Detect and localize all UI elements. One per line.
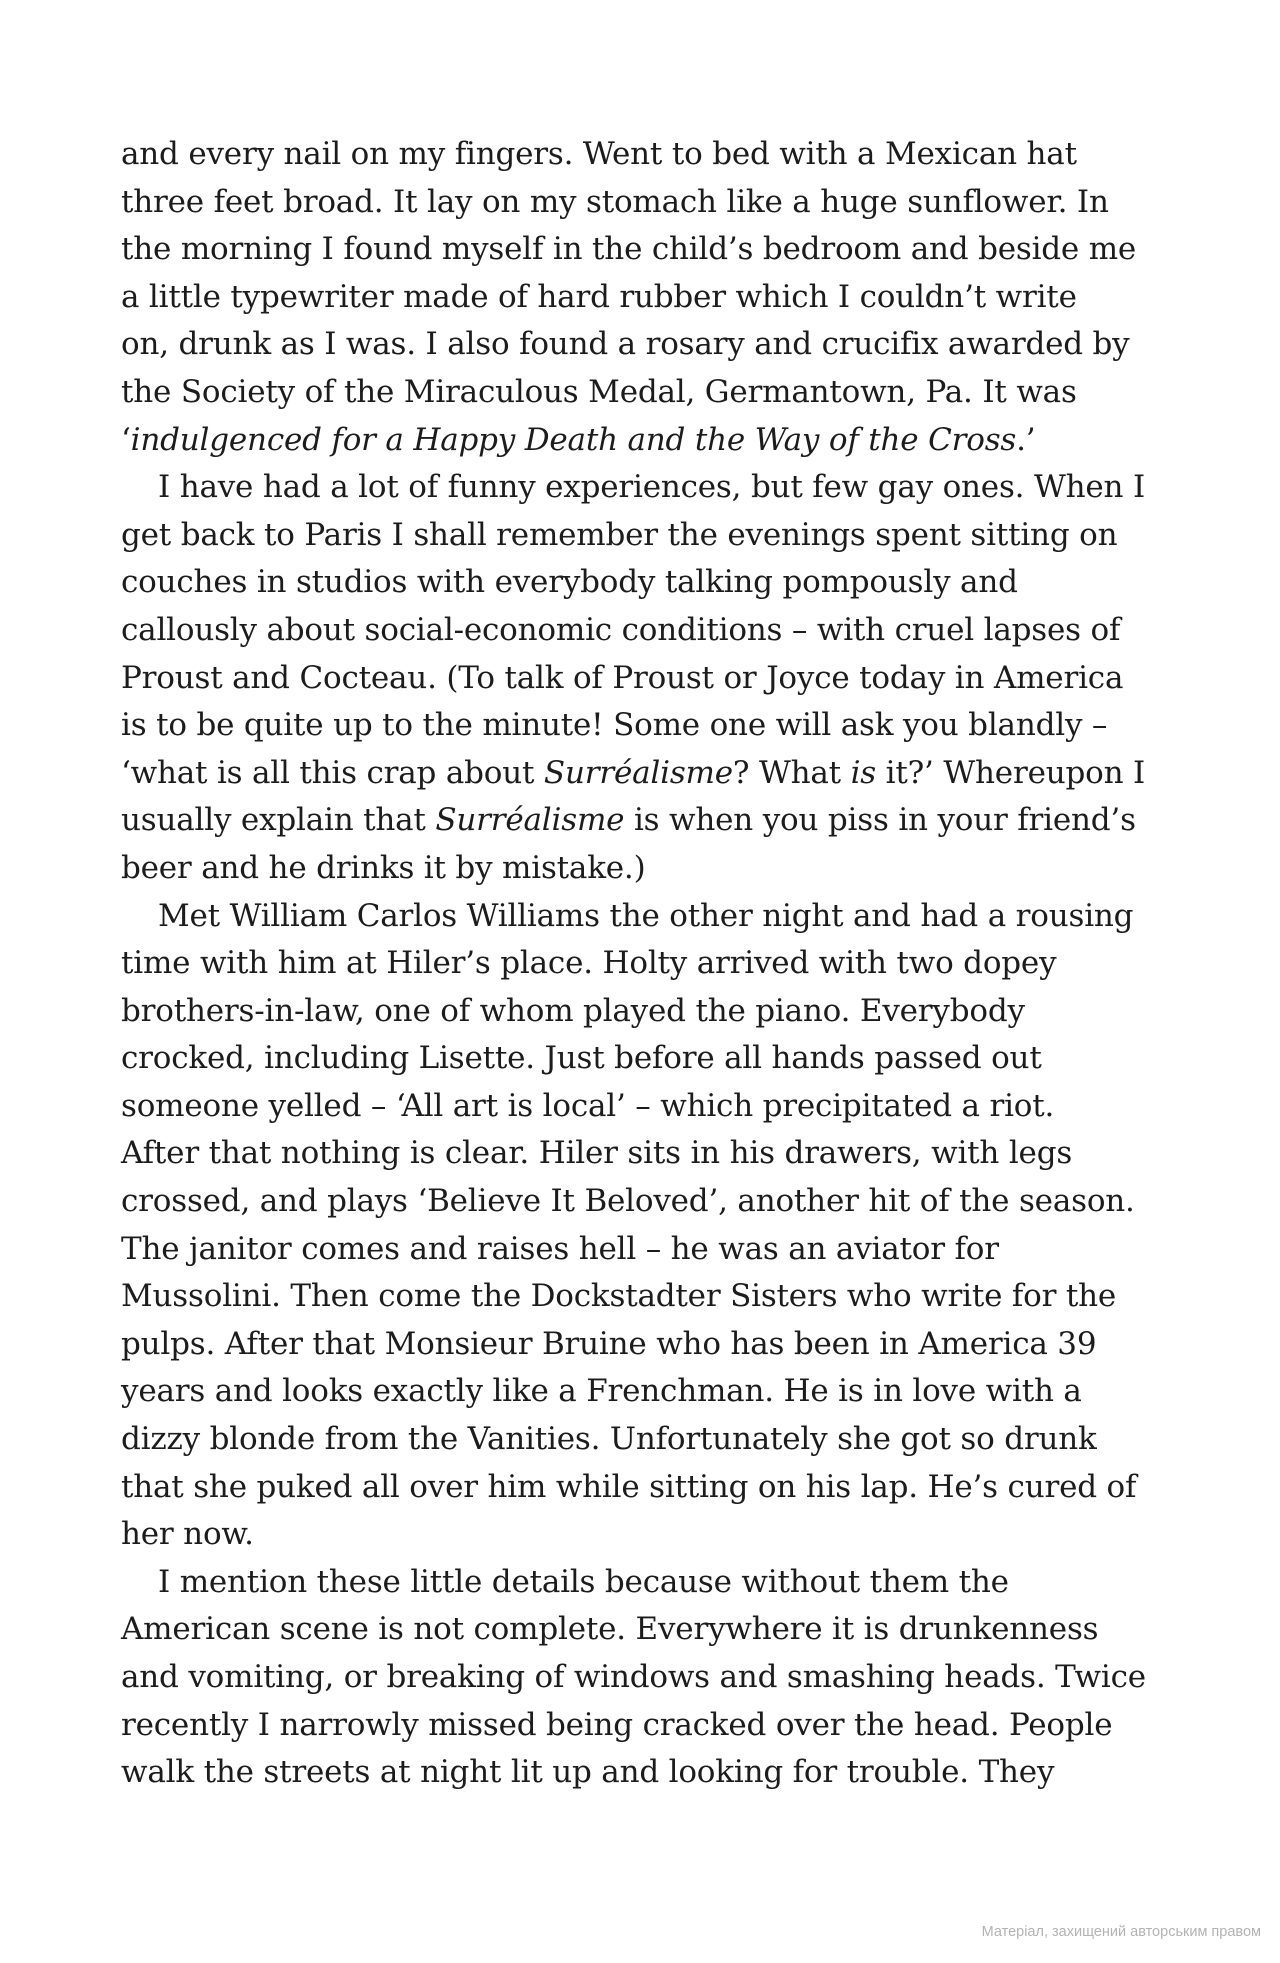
copyright-watermark: Матеріал, захищений авторським правом bbox=[981, 1924, 1261, 1940]
text-run: usually explain that bbox=[121, 802, 436, 839]
text-run: and vomiting, or breaking of windows and smashing heads. Twice bbox=[121, 1659, 1146, 1695]
text-line bbox=[121, 274, 1171, 322]
text-run: couches in studios with everybody talking pompously and bbox=[121, 564, 1018, 601]
text-run: and every nail on my fingers. Went to bed with a Mexican hat bbox=[121, 136, 1077, 172]
text-line bbox=[121, 559, 1171, 607]
text-run: three feet broad. It lay on my stomach like a huge sunflower. In bbox=[121, 183, 1109, 220]
text-run: ‘what is all this crap about bbox=[121, 754, 544, 791]
paragraph bbox=[121, 1559, 1171, 1797]
body-text bbox=[121, 131, 1171, 1797]
text-line bbox=[121, 1226, 1171, 1274]
text-line bbox=[121, 1273, 1171, 1321]
text-run: is when you piss in your friend’s bbox=[624, 802, 1136, 839]
text-line bbox=[121, 797, 1171, 845]
text-run: years and looks exactly like a Frenchman. He is in love with a bbox=[121, 1373, 1082, 1410]
text-run: pulps. After that Monsieur Bruine who has been in America 39 bbox=[121, 1325, 1097, 1362]
italic-text: indulgenced for a Happy Death and the Way of the Cross bbox=[130, 421, 1017, 458]
text-run: that she puked all over him while sitting on his lap. He’s cured of bbox=[121, 1468, 1137, 1505]
text-run: it?’ Whereupon I bbox=[876, 754, 1146, 791]
text-line bbox=[121, 321, 1171, 369]
text-line bbox=[121, 1654, 1171, 1702]
paragraph bbox=[121, 893, 1171, 1559]
text-run: a little typewriter made of hard rubber which I couldn’t write bbox=[121, 278, 1077, 315]
text-line bbox=[121, 702, 1171, 750]
text-line bbox=[121, 1416, 1171, 1464]
text-line bbox=[121, 1083, 1171, 1131]
text-run: Met William Carlos Williams the other night and had a rousing bbox=[158, 897, 1134, 934]
italic-text: is bbox=[850, 754, 877, 791]
paragraph bbox=[121, 464, 1171, 892]
text-line bbox=[121, 988, 1171, 1036]
text-run: I mention these little details because without them the bbox=[158, 1563, 1009, 1600]
text-run: After that nothing is clear. Hiler sits in his drawers, with legs bbox=[121, 1135, 1073, 1172]
text-line bbox=[121, 512, 1171, 560]
text-run: get back to Paris I shall remember the evenings spent sitting on bbox=[121, 516, 1118, 553]
text-run: crossed, and plays ‘Believe It Beloved’, another hit of the season. bbox=[121, 1183, 1135, 1220]
text-run: time with him at Hiler’s place. Holty arrived with two dopey bbox=[121, 945, 1057, 982]
text-line bbox=[121, 131, 1171, 179]
text-line bbox=[121, 179, 1171, 227]
text-run: .’ bbox=[1016, 421, 1036, 458]
text-run: ‘ bbox=[121, 421, 131, 458]
text-run: ? What bbox=[732, 754, 851, 791]
text-line bbox=[121, 1321, 1171, 1369]
text-run: on, drunk as I was. I also found a rosary and crucifix awarded by bbox=[121, 326, 1130, 363]
text-line bbox=[121, 1702, 1171, 1750]
text-line bbox=[121, 655, 1171, 703]
text-line bbox=[121, 464, 1171, 512]
text-line bbox=[121, 607, 1171, 655]
text-run: recently I narrowly missed being cracked over the head. People bbox=[121, 1706, 1113, 1743]
text-line bbox=[121, 1749, 1171, 1797]
text-line bbox=[121, 1464, 1171, 1512]
text-line bbox=[121, 1130, 1171, 1178]
text-run: I have had a lot of funny experiences, but few gay ones. When I bbox=[158, 469, 1145, 506]
paragraph bbox=[121, 131, 1171, 464]
text-run: American scene is not complete. Everywhere it is drunkenness bbox=[121, 1611, 1099, 1648]
text-run: Mussolini. Then come the Dockstadter Sisters who write for the bbox=[121, 1278, 1117, 1315]
text-run: the Society of the Miraculous Medal, Germantown, Pa. It was bbox=[121, 373, 1077, 410]
text-line bbox=[121, 226, 1171, 274]
text-line bbox=[121, 417, 1171, 465]
text-run: beer and he drinks it by mistake.) bbox=[121, 849, 646, 886]
text-line bbox=[121, 940, 1171, 988]
text-line bbox=[121, 1368, 1171, 1416]
text-run: Proust and Cocteau. (To talk of Proust or Joyce today in America bbox=[121, 659, 1124, 696]
text-line bbox=[121, 1511, 1171, 1559]
text-line bbox=[121, 1035, 1171, 1083]
text-line bbox=[121, 369, 1171, 417]
text-line bbox=[121, 1178, 1171, 1226]
text-line bbox=[121, 893, 1171, 941]
text-run: The janitor comes and raises hell – he was an aviator for bbox=[121, 1230, 999, 1267]
italic-text: Surréalisme bbox=[543, 754, 733, 791]
text-run: her now. bbox=[121, 1516, 254, 1553]
italic-text: Surréalisme bbox=[435, 802, 625, 839]
text-line bbox=[121, 1559, 1171, 1607]
text-run: walk the streets at night lit up and looking for trouble. They bbox=[121, 1754, 1055, 1791]
text-run: is to be quite up to the minute! Some one will ask you blandly – bbox=[121, 707, 1108, 744]
text-run: dizzy blonde from the Vanities. Unfortunately she got so drunk bbox=[121, 1421, 1097, 1458]
text-run: callously about social-economic conditions – with cruel lapses of bbox=[121, 611, 1121, 648]
text-run: someone yelled – ‘All art is local’ – which precipitated a riot. bbox=[121, 1087, 1055, 1124]
text-line bbox=[121, 750, 1171, 798]
text-line bbox=[121, 1606, 1171, 1654]
text-run: brothers-in-law, one of whom played the piano. Everybody bbox=[121, 992, 1025, 1029]
text-run: crocked, including Lisette. Just before all hands passed out bbox=[121, 1040, 1042, 1077]
text-line bbox=[121, 845, 1171, 893]
text-run: the morning I found myself in the child’s bedroom and beside me bbox=[121, 231, 1137, 268]
